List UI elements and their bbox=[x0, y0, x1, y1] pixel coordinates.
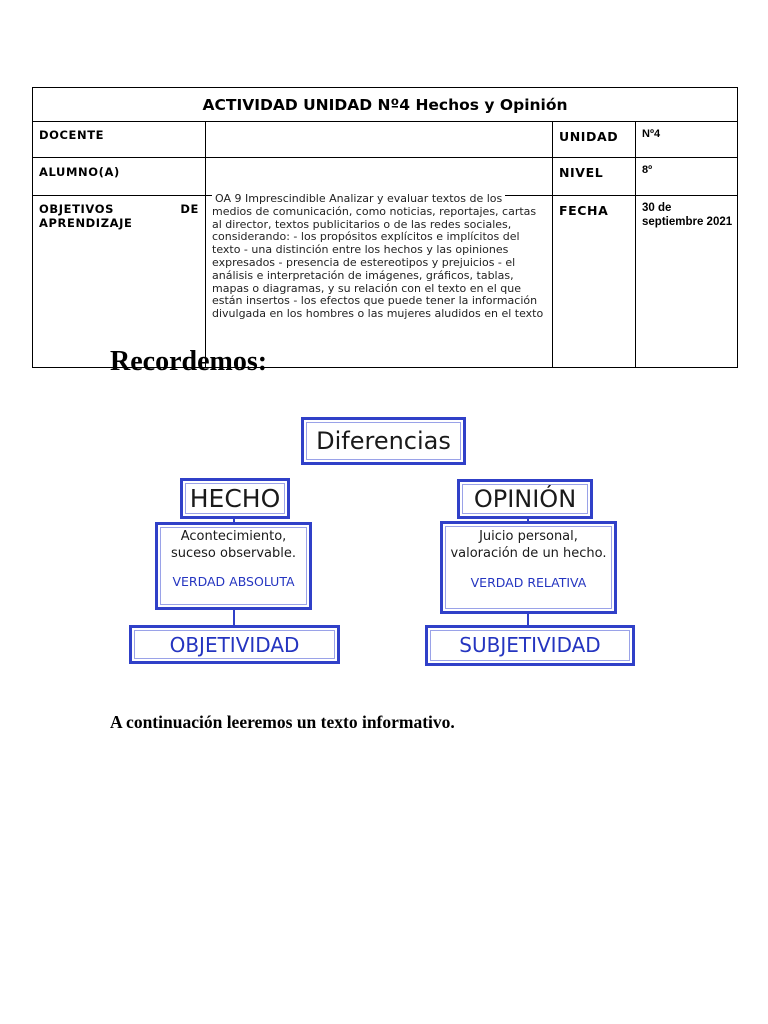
unidad-label: UNIDAD bbox=[553, 122, 636, 158]
alumno-label: ALUMNO(A) bbox=[33, 158, 206, 196]
intro-text: A continuación leeremos un texto informativo. bbox=[110, 712, 455, 732]
opinion-truth: VERDAD RELATIVA bbox=[470, 575, 587, 590]
subjetividad-label: SUBJETIVIDAD bbox=[459, 633, 601, 657]
opinion-line1: Juicio personal, bbox=[479, 529, 578, 544]
opinion-box bbox=[457, 479, 593, 519]
objetivos-label-word: OBJETIVOS bbox=[39, 202, 114, 216]
objetivos-label-aprendizaje: APRENDIZAJE bbox=[39, 216, 133, 230]
activity-title: ACTIVIDAD UNIDAD Nº4 Hechos y Opinión bbox=[33, 88, 738, 122]
objetivos-lead: OA 9 Imprescindible Analizar y evaluar textos de los bbox=[212, 193, 505, 206]
fecha-label: FECHA bbox=[553, 196, 636, 368]
diferencias-box bbox=[301, 417, 466, 465]
objetividad-box bbox=[129, 625, 340, 664]
activity-info-table bbox=[32, 87, 738, 368]
alumno-value[interactable] bbox=[206, 158, 553, 196]
hecho-definition-box bbox=[155, 522, 312, 610]
objetivos-rest: medios de comunicación, como noticias, reportajes, cartas al director, textos publicitarios o de las redes sociales, considerando: - los propósitos explícitos e implícitos del texto - una distinción entre los hechos y las opiniones expresados - presencia de estereotipos y prejuicios - el análisis e interpretación de imágenes, gráficos, tablas, mapas o diagramas, y su relación con el texto en el que están insertos - los efectos que puede tener la información divulgada en los hombres o las mujeres aludidos en el texto bbox=[212, 204, 544, 321]
hecho-line1: Acontecimiento, bbox=[180, 529, 287, 544]
docente-label: DOCENTE bbox=[33, 122, 206, 158]
hecho-label: HECHO bbox=[189, 484, 281, 513]
diferencias-title: Diferencias bbox=[316, 427, 451, 455]
hecho-line2: suceso observable. bbox=[171, 546, 296, 561]
objetividad-label: OBJETIVIDAD bbox=[169, 633, 300, 657]
objetivos-label-de: DE bbox=[180, 202, 199, 216]
opinion-definition-box bbox=[440, 521, 617, 614]
objetivos-label bbox=[33, 196, 206, 368]
hecho-box bbox=[180, 478, 290, 519]
fecha-value: 30 de septiembre 2021 bbox=[636, 196, 738, 368]
docente-value[interactable] bbox=[206, 122, 553, 158]
subjetividad-box bbox=[425, 625, 635, 666]
opinion-label: OPINIÓN bbox=[473, 485, 577, 513]
nivel-value: 8º bbox=[636, 158, 738, 196]
recordemos-heading: Recordemos: bbox=[110, 346, 268, 377]
objetivos-text bbox=[206, 193, 552, 321]
opinion-line2: valoración de un hecho. bbox=[450, 546, 607, 561]
nivel-label: NIVEL bbox=[553, 158, 636, 196]
objetivos-text-cell bbox=[206, 192, 553, 368]
unidad-value: Nº4 bbox=[636, 122, 738, 158]
hecho-truth: VERDAD ABSOLUTA bbox=[172, 574, 295, 589]
